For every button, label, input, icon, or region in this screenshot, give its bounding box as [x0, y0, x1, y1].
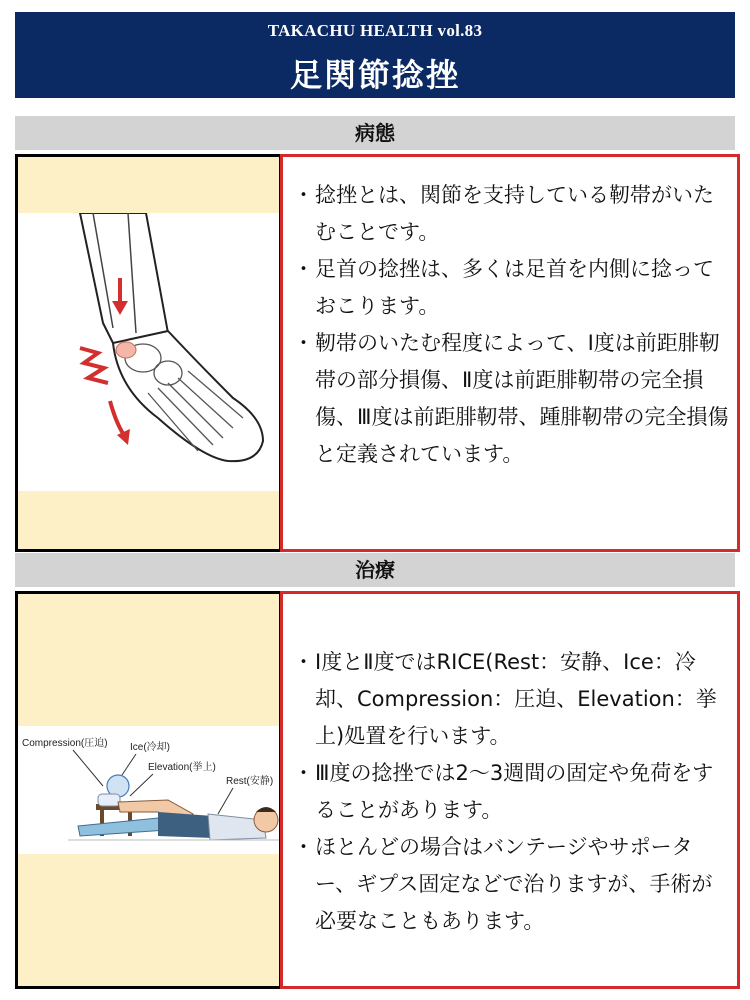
label-rest: Rest(安静) — [226, 776, 274, 787]
ankle-illustration-frame — [15, 154, 282, 552]
label-compression: Compression(圧迫) — [22, 738, 108, 749]
page-title: 足関節捻挫 — [289, 56, 460, 94]
treatment-bullet-list — [293, 644, 729, 940]
list-item: ・ Ⅲ度の捻挫では2〜3週間の固定や免荷をすることがあります。 — [293, 755, 729, 829]
list-item: ・ 捻挫とは、関節を支持している靭帯がいたむことです。 — [293, 177, 729, 251]
list-item: ・ 足首の捻挫は、多くは足首を内側に捻っておこります。 — [293, 251, 729, 325]
section-heading-pathology: 病態 — [15, 116, 735, 150]
pathology-bullet-list — [293, 177, 729, 473]
label-ice: Ice(冷却) — [130, 742, 170, 753]
treatment-text-box — [280, 591, 740, 989]
rice-illustration-frame — [15, 591, 282, 989]
ankle-sprain-illustration — [18, 213, 279, 491]
issue-label: TAKACHU HEALTH vol.83 — [267, 21, 483, 40]
list-item: ・ ほとんどの場合はバンテージやサポーター、ギプス固定などで治りますが、手術が必要なこともあります。 — [293, 829, 729, 940]
pathology-text-box — [280, 154, 740, 552]
label-elevation: Elevation(挙上) — [148, 762, 216, 773]
section-heading-treatment: 治療 — [15, 553, 735, 587]
rice-illustration — [18, 726, 279, 854]
list-item: ・ Ⅰ度とⅡ度ではRICE(Rest：安静、Ice：冷却、Compression：圧迫、Elevation：挙上)処置を行います。 — [293, 644, 729, 755]
list-item: ・ 靭帯のいたむ程度によって、Ⅰ度は前距腓靭帯の部分損傷、Ⅱ度は前距腓靭帯の完全損傷、Ⅲ度は前距腓靭帯、踵腓靭帯の完全損傷と定義されています。 — [293, 325, 729, 473]
header-banner — [15, 12, 735, 98]
